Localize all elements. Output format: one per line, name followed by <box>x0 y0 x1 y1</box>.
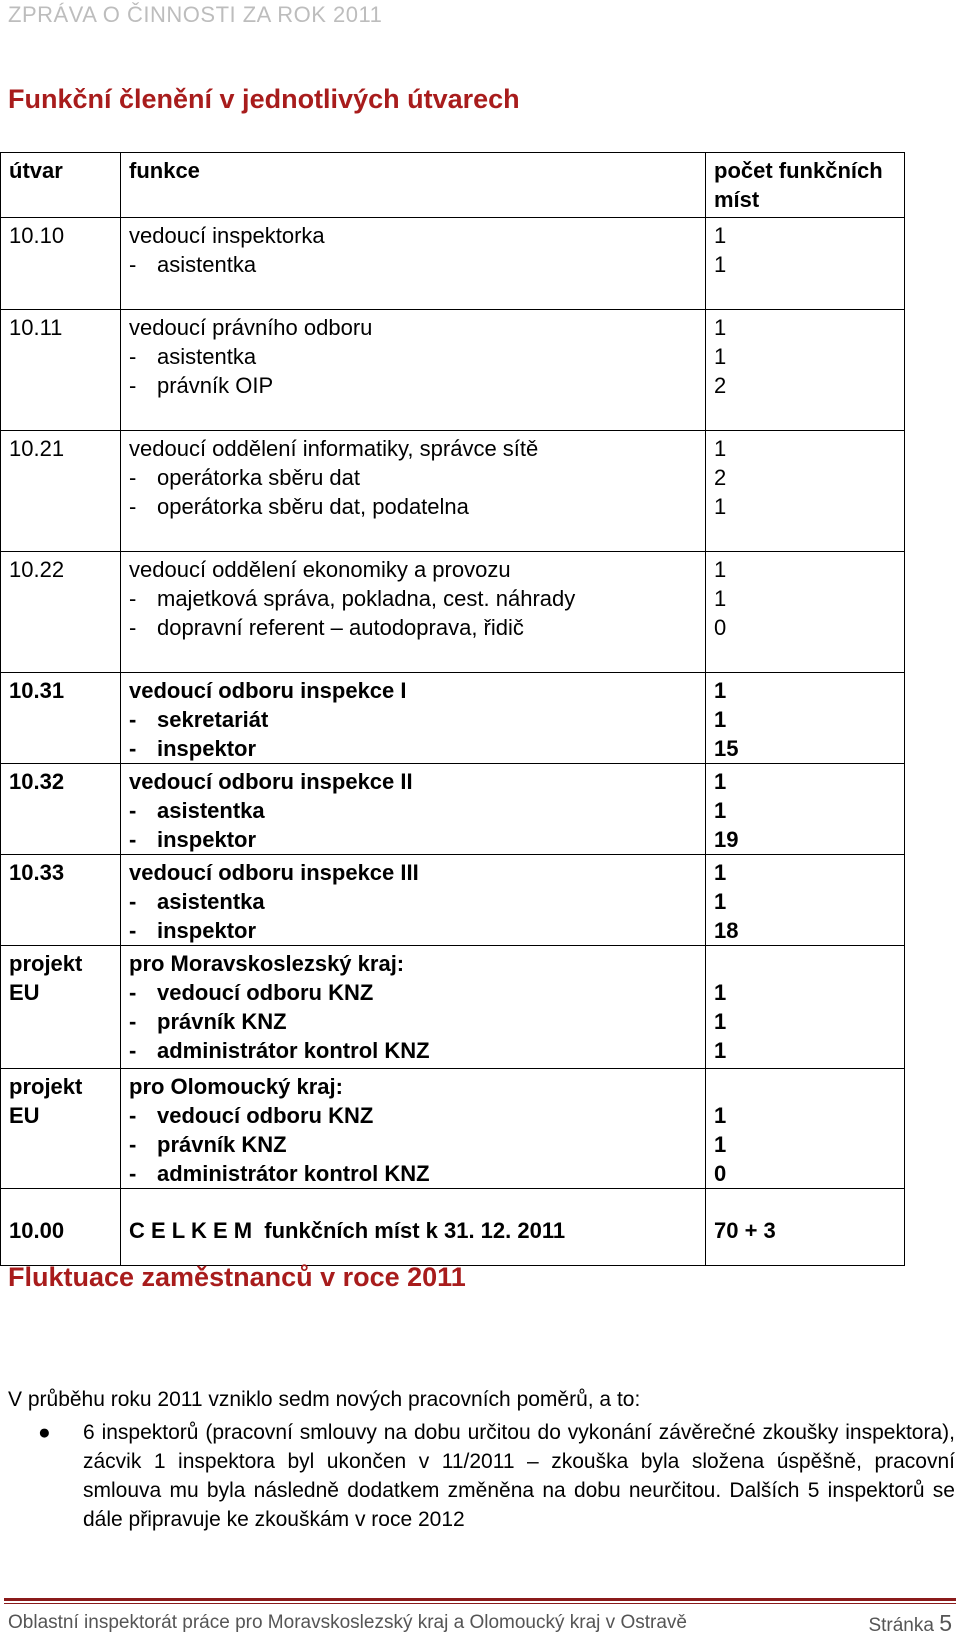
count-value: 1 <box>714 980 727 1005</box>
list-item-text: 6 inspektorů (pracovní smlouvy na dobu určitou do vykonání závěrečné zkoušky inspektora), zácvik 1 inspektora byl ukončen v 11/2011 – zkouška byla složena úspěšně, pracovní smlouva mu byla následně dodatkem změněna na dobu neurčitou. Dalších 5 inspektorů se dále připravuje ke zkouškám v roce 2012 <box>83 1421 955 1531</box>
function-sub-item <box>129 1036 697 1065</box>
function-sub-item <box>129 1130 697 1159</box>
function-sub-item <box>129 250 697 279</box>
count-value <box>714 1072 896 1101</box>
dash-marker: - <box>129 707 137 732</box>
function-text: právník KNZ <box>157 1132 287 1157</box>
function-cell <box>121 310 706 431</box>
function-sub-item <box>129 342 697 371</box>
count-cell <box>706 552 905 673</box>
count-value: 1 <box>714 557 727 582</box>
dash-marker: - <box>129 736 137 761</box>
table-row <box>1 1069 905 1189</box>
count-value: 1 <box>714 252 727 277</box>
count-value: 2 <box>714 373 727 398</box>
col-header-count: počet funkčních míst <box>706 153 905 218</box>
count-value: 1 <box>714 769 727 794</box>
page-number <box>868 1610 952 1637</box>
section-title-functions: Funkční členění v jednotlivých útvarech <box>8 84 520 114</box>
function-item: vedoucí právního odboru <box>129 315 373 340</box>
function-text: asistentka <box>157 798 265 823</box>
function-sub-item <box>129 705 697 734</box>
table-row <box>1 218 905 310</box>
dash-marker: - <box>129 344 137 369</box>
function-text: sekretariát <box>157 707 269 732</box>
unit-cell: projekt EU <box>1 946 121 1069</box>
function-sub-item <box>129 916 697 945</box>
function-sub-item <box>129 796 697 825</box>
page-label: Stránka <box>868 1615 934 1636</box>
count-value: 1 <box>714 798 727 823</box>
function-text: asistentka <box>157 889 265 914</box>
dash-marker: - <box>129 373 137 398</box>
count-value: 1 <box>714 1132 727 1157</box>
function-text: vedoucí odboru KNZ <box>157 980 374 1005</box>
table-row <box>1 764 905 855</box>
section-title-fluctuation: Fluktuace zaměstnanců v roce 2011 <box>8 1262 466 1292</box>
function-text: právník KNZ <box>157 1009 287 1034</box>
function-cell <box>121 855 706 946</box>
count-value: 0 <box>714 1161 727 1186</box>
function-text: právník OIP <box>157 373 274 398</box>
unit-cell: projekt EU <box>1 1069 121 1189</box>
table-row <box>1 946 905 1069</box>
total-row <box>1 1189 905 1266</box>
function-sub-item <box>129 463 697 492</box>
function-text: inspektor <box>157 827 257 852</box>
count-value: 1 <box>714 494 727 519</box>
dash-marker: - <box>129 1103 137 1128</box>
function-text: asistentka <box>157 252 257 277</box>
function-cell <box>121 1069 706 1189</box>
count-value: 1 <box>714 223 727 248</box>
count-value: 1 <box>714 860 727 885</box>
count-value: 1 <box>714 315 727 340</box>
dash-marker: - <box>129 252 137 277</box>
footer-divider-thin <box>4 1603 956 1604</box>
footer-organization: Oblastní inspektorát práce pro Moravskoslezský kraj a Olomoucký kraj v Ostravě <box>8 1612 687 1633</box>
table-row <box>1 310 905 431</box>
unit-cell: 10.21 <box>1 431 121 552</box>
function-sub-item <box>129 613 697 642</box>
bullet-list <box>8 1418 955 1534</box>
function-text: operátorka sběru dat <box>157 465 361 490</box>
function-sub-item <box>129 1159 697 1188</box>
function-text: inspektor <box>157 736 257 761</box>
count-value <box>714 949 896 978</box>
unit-cell: 10.33 <box>1 855 121 946</box>
count-value: 1 <box>714 889 727 914</box>
count-value: 2 <box>714 465 727 490</box>
count-cell <box>706 310 905 431</box>
function-sub-item <box>129 1007 697 1036</box>
function-item: pro Moravskoslezský kraj: <box>129 951 405 976</box>
count-value: 1 <box>714 344 727 369</box>
function-cell <box>121 552 706 673</box>
count-value: 18 <box>714 918 739 943</box>
function-sub-item <box>129 584 697 613</box>
count-value: 1 <box>714 436 727 461</box>
page-number-value: 5 <box>939 1610 952 1636</box>
function-sub-item <box>129 492 697 521</box>
dash-marker: - <box>129 918 137 943</box>
total-unit: 10.00 <box>1 1189 121 1266</box>
footer-divider <box>4 1598 956 1601</box>
function-item: vedoucí oddělení informatiky, správce sítě <box>129 436 539 461</box>
function-sub-item <box>129 734 697 763</box>
function-text: administrátor kontrol KNZ <box>157 1161 430 1186</box>
unit-cell: 10.22 <box>1 552 121 673</box>
bullet-icon: ● <box>38 1421 51 1444</box>
count-value: 1 <box>714 586 727 611</box>
function-sub-item <box>129 371 697 400</box>
function-item: vedoucí odboru inspekce I <box>129 678 407 703</box>
function-text: vedoucí odboru KNZ <box>157 1103 374 1128</box>
count-cell <box>706 764 905 855</box>
intro-paragraph: V průběhu roku 2011 vzniklo sedm nových pracovních poměrů, a to: <box>8 1388 641 1411</box>
dash-marker: - <box>129 1132 137 1157</box>
dash-marker: - <box>129 465 137 490</box>
dash-marker: - <box>129 1009 137 1034</box>
function-sub-item <box>129 825 697 854</box>
dash-marker: - <box>129 494 137 519</box>
list-item <box>8 1418 955 1534</box>
total-label: C E L K E M funkčních míst k 31. 12. 2011 <box>121 1189 706 1266</box>
function-text: majetková správa, pokladna, cest. náhrady <box>157 586 576 611</box>
count-cell <box>706 1069 905 1189</box>
count-cell <box>706 218 905 310</box>
function-item: pro Olomoucký kraj: <box>129 1074 343 1099</box>
unit-cell: 10.10 <box>1 218 121 310</box>
unit-cell: 10.31 <box>1 673 121 764</box>
function-sub-item <box>129 887 697 916</box>
table-row <box>1 431 905 552</box>
function-cell <box>121 218 706 310</box>
dash-marker: - <box>129 980 137 1005</box>
table-row <box>1 855 905 946</box>
function-cell <box>121 673 706 764</box>
function-text: dopravní referent – autodoprava, řidič <box>157 615 524 640</box>
function-cell <box>121 431 706 552</box>
table-row <box>1 673 905 764</box>
unit-cell: 10.32 <box>1 764 121 855</box>
running-header: ZPRÁVA O ČINNOSTI ZA ROK 2011 <box>8 2 383 27</box>
function-sub-item <box>129 1101 697 1130</box>
dash-marker: - <box>129 798 137 823</box>
dash-marker: - <box>129 889 137 914</box>
count-value: 1 <box>714 1009 727 1034</box>
function-item: vedoucí oddělení ekonomiky a provozu <box>129 557 511 582</box>
col-header-unit: útvar <box>1 153 121 218</box>
function-text: administrátor kontrol KNZ <box>157 1038 430 1063</box>
function-text: operátorka sběru dat, podatelna <box>157 494 469 519</box>
function-sub-item <box>129 978 697 1007</box>
function-text: asistentka <box>157 344 257 369</box>
dash-marker: - <box>129 586 137 611</box>
function-cell <box>121 764 706 855</box>
count-value: 15 <box>714 736 739 761</box>
count-value: 1 <box>714 1103 727 1128</box>
function-item: vedoucí inspektorka <box>129 223 325 248</box>
table-row <box>1 552 905 673</box>
table-header-row <box>1 153 905 218</box>
count-value: 0 <box>714 615 727 640</box>
col-header-function: funkce <box>121 153 706 218</box>
count-cell <box>706 431 905 552</box>
count-value: 1 <box>714 1038 727 1063</box>
functions-table <box>0 152 905 1266</box>
count-cell <box>706 855 905 946</box>
dash-marker: - <box>129 1161 137 1186</box>
count-cell <box>706 946 905 1069</box>
function-cell <box>121 946 706 1069</box>
unit-cell: 10.11 <box>1 310 121 431</box>
total-value: 70 + 3 <box>706 1189 905 1266</box>
count-cell <box>706 673 905 764</box>
function-text: inspektor <box>157 918 257 943</box>
dash-marker: - <box>129 827 137 852</box>
dash-marker: - <box>129 1038 137 1063</box>
dash-marker: - <box>129 615 137 640</box>
function-item: vedoucí odboru inspekce II <box>129 769 413 794</box>
count-value: 19 <box>714 827 739 852</box>
count-value: 1 <box>714 707 727 732</box>
function-item: vedoucí odboru inspekce III <box>129 860 419 885</box>
count-value: 1 <box>714 678 727 703</box>
